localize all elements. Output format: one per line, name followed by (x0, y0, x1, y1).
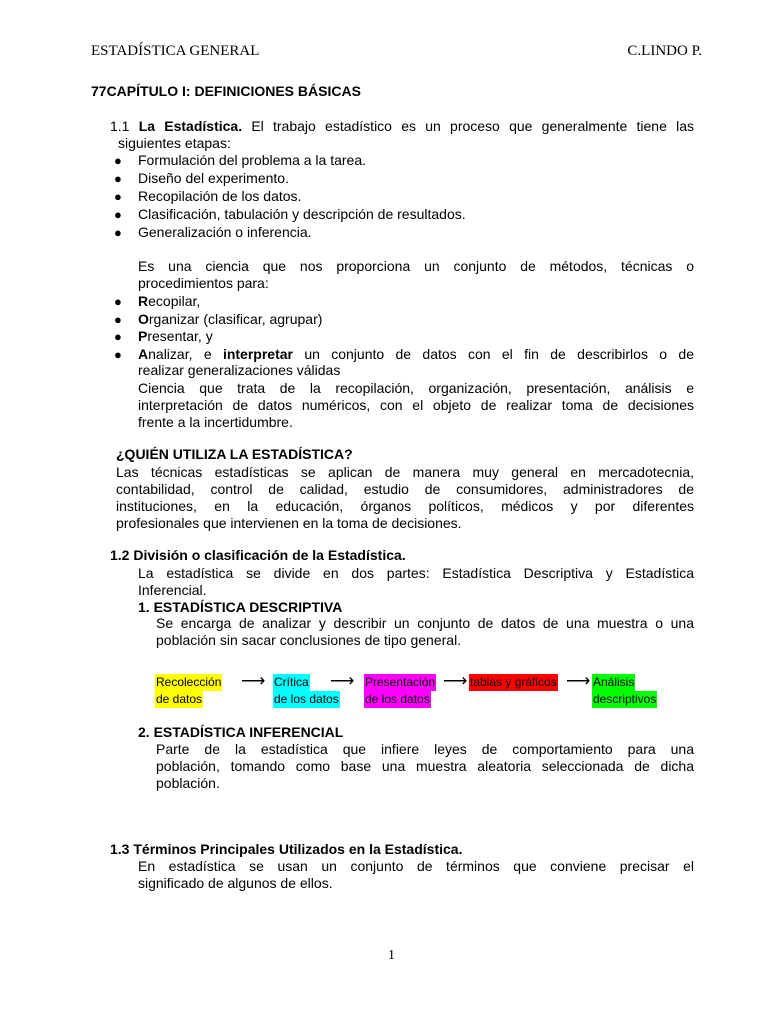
flow-box-presentacion-line2: de los datos (365, 692, 430, 706)
definition-line (138, 397, 694, 414)
s13-text: En estadística se usan un conjunto de términos que conviene precisar el (138, 858, 694, 874)
bullet-icon: ● (114, 225, 122, 240)
who-line: profesionales que intervienen en la toma de decisiones. (116, 515, 462, 531)
procedure-initial: A (138, 346, 149, 362)
analizar-part1: nalizar, e (148, 346, 223, 362)
s11-intro (110, 118, 694, 135)
s11-intro-line2: siguientes etapas: (118, 135, 231, 151)
procedure-rest: rganizar (clasificar, agrupar) (148, 311, 323, 327)
s12-title: 1.2 División o clasificación de la Estadística. (110, 547, 406, 563)
who-text: instituciones, en la educación, órganos políticos, médicos y por diferentes (116, 498, 694, 514)
procedure-rest: resentar, y (147, 328, 213, 344)
s12-line (138, 565, 694, 582)
who-line (116, 481, 694, 498)
flow-box-recoleccion-line2: de datos (156, 692, 203, 706)
procedure-rest: ecopilar, (148, 293, 201, 309)
procedure-item-analizar (138, 346, 694, 363)
bullet-icon: ● (114, 207, 122, 222)
definition-line: frente a la incertidumbre. (138, 414, 293, 430)
desc-title: 1. ESTADÍSTICA DESCRIPTIVA (138, 599, 343, 615)
stage-item: Formulación del problema a la tarea. (138, 152, 367, 168)
procedure-initial: O (138, 311, 149, 327)
arrow-icon: ⟶ (241, 671, 266, 690)
procedure-item (138, 328, 213, 345)
s12-line: Inferencial. (138, 582, 207, 598)
definition-text: interpretación de datos numéricos, con el objeto de realizar toma de decisiones (138, 397, 694, 413)
s11-title: La Estadística. (138, 118, 243, 134)
procedure-initial: R (138, 293, 149, 309)
stage-item: Diseño del experimento. (138, 170, 289, 186)
desc-line (156, 615, 694, 632)
bullet-icon: ● (114, 312, 122, 327)
bullet-icon: ● (114, 153, 122, 168)
who-title: ¿QUIÉN UTILIZA LA ESTADÍSTICA? (116, 446, 353, 462)
arrow-icon: ⟶ (566, 671, 591, 690)
inf-line: población. (156, 775, 220, 791)
definition-line (138, 380, 694, 397)
procedure-item (138, 293, 200, 310)
bullet-icon: ● (114, 347, 122, 362)
who-line (116, 498, 694, 515)
arrow-icon: ⟶ (330, 671, 355, 690)
analizar-bold: interpretar (222, 346, 293, 362)
arrow-icon: ⟶ (443, 671, 468, 690)
inf-text: Parte de la estadística que infiere leyes de comportamiento para una (156, 741, 694, 757)
flow-box-recoleccion-line1: Recolección (156, 675, 222, 689)
who-line (116, 464, 694, 481)
science-line1 (138, 258, 694, 275)
analizar-part2: un conjunto de datos con el fin de describirlos o de (292, 346, 694, 362)
procedure-item (138, 311, 322, 328)
stage-item: Clasificación, tabulación y descripción de resultados. (138, 206, 466, 222)
flow-box-presentacion-line1: Presentación (365, 675, 436, 689)
s13-title: 1.3 Términos Principales Utilizados en la Estadística. (110, 841, 463, 857)
stage-item: Recopilación de los datos. (138, 188, 302, 204)
science-line1-text: Es una ciencia que nos proporciona un conjunto de métodos, técnicas o (138, 258, 694, 274)
who-text: Las técnicas estadísticas se aplican de manera muy general en mercadotecnia, (116, 464, 694, 480)
flow-box-critica-line2: de los datos (274, 692, 339, 706)
inf-title: 2. ESTADÍSTICA INFERENCIAL (138, 724, 344, 740)
header-right: C.LINDO P. (627, 43, 702, 59)
analizar-line2: realizar generalizaciones válidas (138, 362, 341, 378)
desc-line: población sin sacar conclusiones de tipo general. (156, 632, 462, 648)
definition-text: Ciencia que trata de la recopilación, organización, presentación, análisis e (138, 380, 694, 396)
header-left: ESTADÍSTICA GENERAL (91, 43, 260, 59)
inf-line (156, 741, 694, 758)
chapter-title: 77CAPÍTULO I: DEFINICIONES BÁSICAS (91, 83, 361, 99)
stage-item: Generalización o inferencia. (138, 224, 312, 240)
s12-text: La estadística se divide en dos partes: Estadística Descriptiva y Estadística (138, 565, 694, 581)
bullet-icon: ● (114, 189, 122, 204)
science-line2: procedimientos para: (138, 275, 269, 291)
flow-box-analisis-line1: Análisis (593, 675, 635, 689)
desc-text: Se encarga de analizar y describir un conjunto de datos de una muestra o una (156, 615, 694, 631)
s13-line (138, 858, 694, 875)
s13-line: significado de algunos de ellos. (138, 875, 333, 891)
inf-line (156, 758, 694, 775)
page-number: 1 (388, 948, 395, 963)
flow-box-analisis-line2: descriptivos (593, 692, 657, 706)
who-text: contabilidad, control de calidad, estudio de consumidores, administradores de (116, 481, 694, 497)
s11-number: 1.1 (110, 118, 130, 134)
bullet-icon: ● (114, 171, 122, 186)
flow-box-tablas: tablas y gráficos (470, 675, 557, 689)
bullet-icon: ● (114, 329, 122, 344)
bullet-icon: ● (114, 294, 122, 309)
s11-intro-rest: El trabajo estadístico es un proceso que generalmente tiene las (242, 118, 694, 134)
inf-text: población, tomando como base una muestra aleatoria seleccionada de dicha (156, 758, 694, 774)
flow-box-critica-line1: Crítica (274, 675, 309, 689)
procedure-initial: P (138, 328, 148, 344)
